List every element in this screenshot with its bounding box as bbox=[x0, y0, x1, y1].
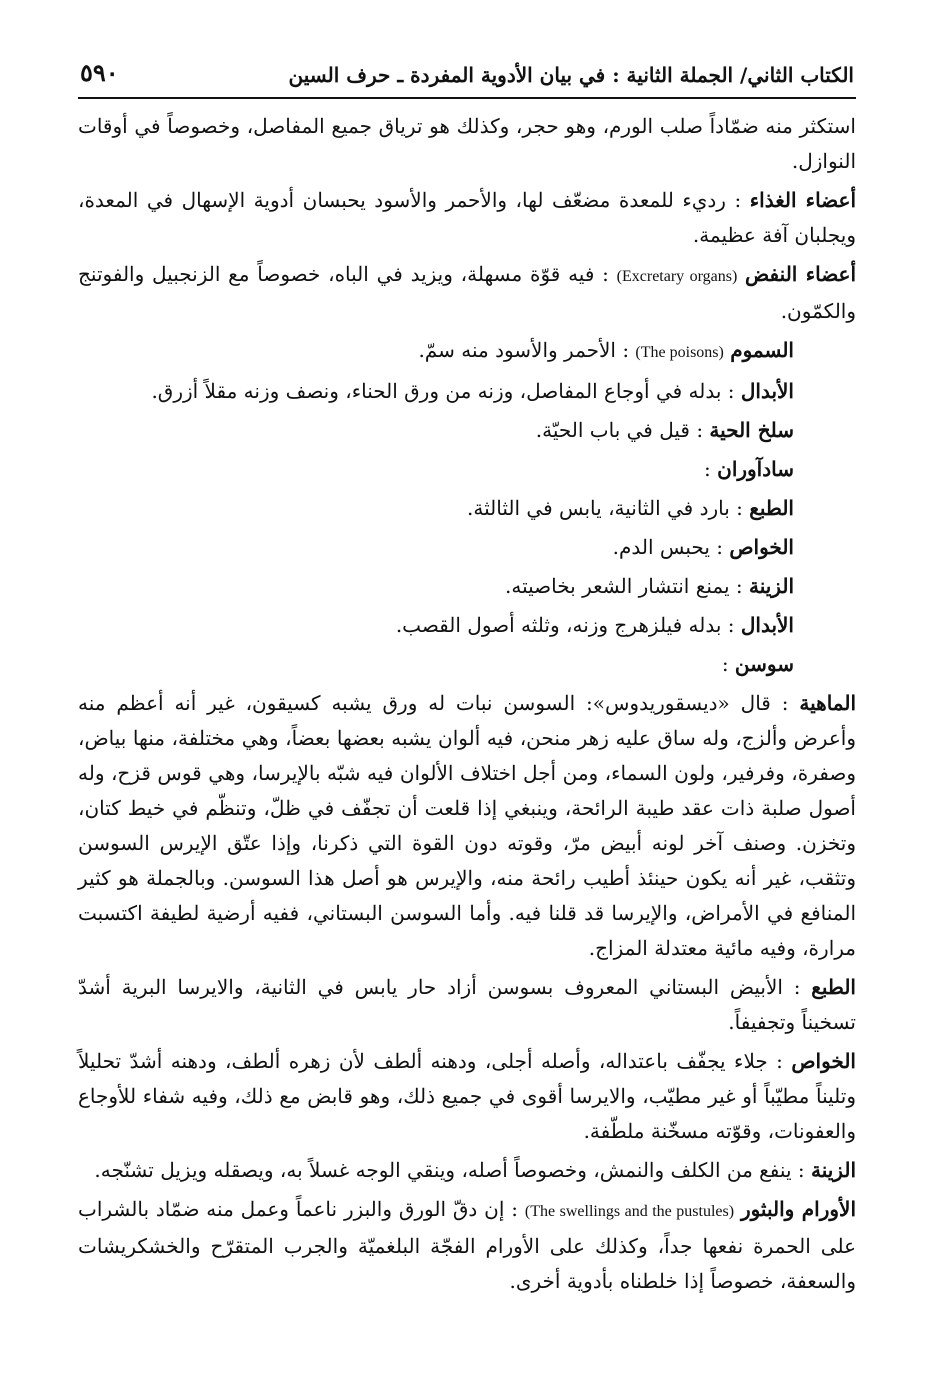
book-page bbox=[78, 58, 856, 1303]
entry-text: : الأحمر والأسود منه سمّ. bbox=[418, 338, 630, 362]
page-body bbox=[78, 99, 856, 1299]
entry-term: الزينة bbox=[748, 574, 794, 598]
entry-term: أعضاء الغذاء bbox=[749, 188, 857, 212]
paragraph bbox=[78, 183, 856, 253]
entry-text: : يحبس الدم. bbox=[612, 535, 723, 559]
entry-term: الأورام والبثور bbox=[740, 1197, 857, 1221]
entry-text: : جلاء يجفّف باعتداله، وأصله أجلى، ودهنه ألطف لأن زهره ألطف، ودهنه أشدّ تحليلاً وتليناً مطيّباً أو غير مطيّب، والايرسا أقوى في جميع ذلك، وهو قابض مع ذلك، وفيه شفاء للأوجاع والعفونات، وقوّته مسخّنة ملطّفة. bbox=[78, 1049, 856, 1143]
entry-text: : بدله فيلزهرج وزنه، وثلثه أصول القصب. bbox=[395, 613, 735, 637]
paragraph bbox=[78, 109, 856, 179]
entry-term: الماهية bbox=[799, 691, 857, 715]
entry-text: : قال «ديسقوريدوس»: السوسن نبات له ورق يشبه كسيقون، غير أنه أعظم منه وأعرض وألزج، وله ساق عليه زهر منحن، فيه ألوان يشبه بعضها بعضاً، وهي مختلفة، منها بياض، وصفرة، وفرفير، ولون السماء، ومن أجل اختلاف الألوان فيه شبّه بالإيرسا، وهي قوس قزح، وله أصول صلبة ذات عقد طيبة الرائحة، وينبغي إذا قلعت أن تجفّف في ظلّ، وتنظّم في خيط كتان، وتخزن. وصنف آخر لونه أبيض مرّ، وقوته دون القوة التي ذكرنا، وإذا عتّق الإيرس السوسن وتثقب، غير أنه يكون حينئذ أطيب رائحة منه، والإيرس هو أصل هذا السوسن. وبالجملة هو كثير المنافع في الأمراض، والإيرسا قد قلنا فيه. وأما السوسن البستاني، ففيه أرضية لطيفة اكتسبت مرارة، وفيه مائية معتدلة المزاج. bbox=[78, 691, 856, 960]
entry-term: أعضاء النفض bbox=[745, 262, 857, 286]
entry-text: : بارد في الثانية، يابس في الثالثة. bbox=[467, 496, 743, 520]
paragraph bbox=[78, 452, 856, 487]
entry-term: الطبع bbox=[811, 975, 856, 999]
entry-term: الأبدال bbox=[740, 613, 794, 637]
paragraph bbox=[78, 1192, 856, 1299]
paragraph bbox=[78, 413, 856, 448]
paragraph bbox=[78, 686, 856, 966]
entry-term: سلخ الحية bbox=[709, 418, 794, 442]
entry-text: : فيه قوّة مسهلة، ويزيد في الباه، خصوصاً مع الزنجبيل والفوتنج والكمّون. bbox=[78, 262, 856, 323]
entry-text: : bbox=[721, 652, 729, 676]
entry-term: الخواص bbox=[791, 1049, 856, 1073]
entry-text: : رديء للمعدة مضعّف لها، والأحمر والأسود يحبسان أدوية الإسهال في المعدة، ويجلبان آفة عظيمة. bbox=[78, 188, 856, 247]
entry-term: الطبع bbox=[749, 496, 794, 520]
paragraph bbox=[78, 491, 856, 526]
paragraph bbox=[78, 374, 856, 409]
entry-term: الخواص bbox=[729, 535, 794, 559]
paragraph bbox=[78, 608, 856, 643]
paragraph bbox=[78, 333, 856, 370]
entry-term: السموم bbox=[730, 338, 794, 362]
paragraph bbox=[78, 647, 856, 682]
entry-term: سادآوران bbox=[717, 457, 794, 481]
entry-text: : قيل في باب الحيّة. bbox=[535, 418, 704, 442]
page-header bbox=[78, 58, 856, 99]
entry-term: سوسن bbox=[734, 652, 794, 676]
english-gloss: (The poisons) bbox=[635, 344, 724, 361]
entry-text: : إن دقّ الورق والبزر ناعماً وعمل منه ضمّاد بالشراب على الحمرة نفعها جداً، وكذلك على الأورام الفجّة البلغميّة والجرب المتقرّح والخشكريشات والسعفة، خصوصاً إذا خلطناه بأدوية أخرى. bbox=[78, 1197, 856, 1293]
paragraph bbox=[78, 257, 856, 329]
paragraph bbox=[78, 970, 856, 1040]
entry-term: الأبدال bbox=[740, 379, 794, 403]
paragraph bbox=[78, 1044, 856, 1149]
entry-text: : bbox=[704, 457, 711, 481]
running-title: الكتاب الثاني/ الجملة الثانية : في بيان الأدوية المفردة ـ حرف السين bbox=[288, 63, 854, 87]
page-number: ٥٩٠ bbox=[80, 58, 119, 87]
english-gloss: (Excretary organs) bbox=[616, 268, 738, 285]
paragraph bbox=[78, 569, 856, 604]
english-gloss: (The swellings and the pustules) bbox=[524, 1203, 735, 1220]
entry-text: : يمنع انتشار الشعر بخاصيته. bbox=[505, 574, 743, 598]
entry-text: : الأبيض البستاني المعروف بسوسن أزاد حار يابس في الثانية، والايرسا البرية أشدّ تسخيناً وتجفيفاً. bbox=[78, 975, 856, 1034]
paragraph bbox=[78, 1153, 856, 1188]
entry-text: استكثر منه ضمّاداً صلب الورم، وهو حجر، وكذلك هو ترياق جميع المفاصل، وخصوصاً في أوقات النوازل. bbox=[78, 114, 856, 173]
paragraph bbox=[78, 530, 856, 565]
entry-text: : بدله في أوجاع المفاصل، وزنه من ورق الحناء، ونصف وزنه مقلاً أزرق. bbox=[151, 379, 735, 403]
entry-text: : ينفع من الكلف والنمش، وخصوصاً أصله، وينقي الوجه غسلاً به، ويصقله ويزيل تشنّجه. bbox=[94, 1158, 805, 1182]
entry-term: الزينة bbox=[810, 1158, 856, 1182]
